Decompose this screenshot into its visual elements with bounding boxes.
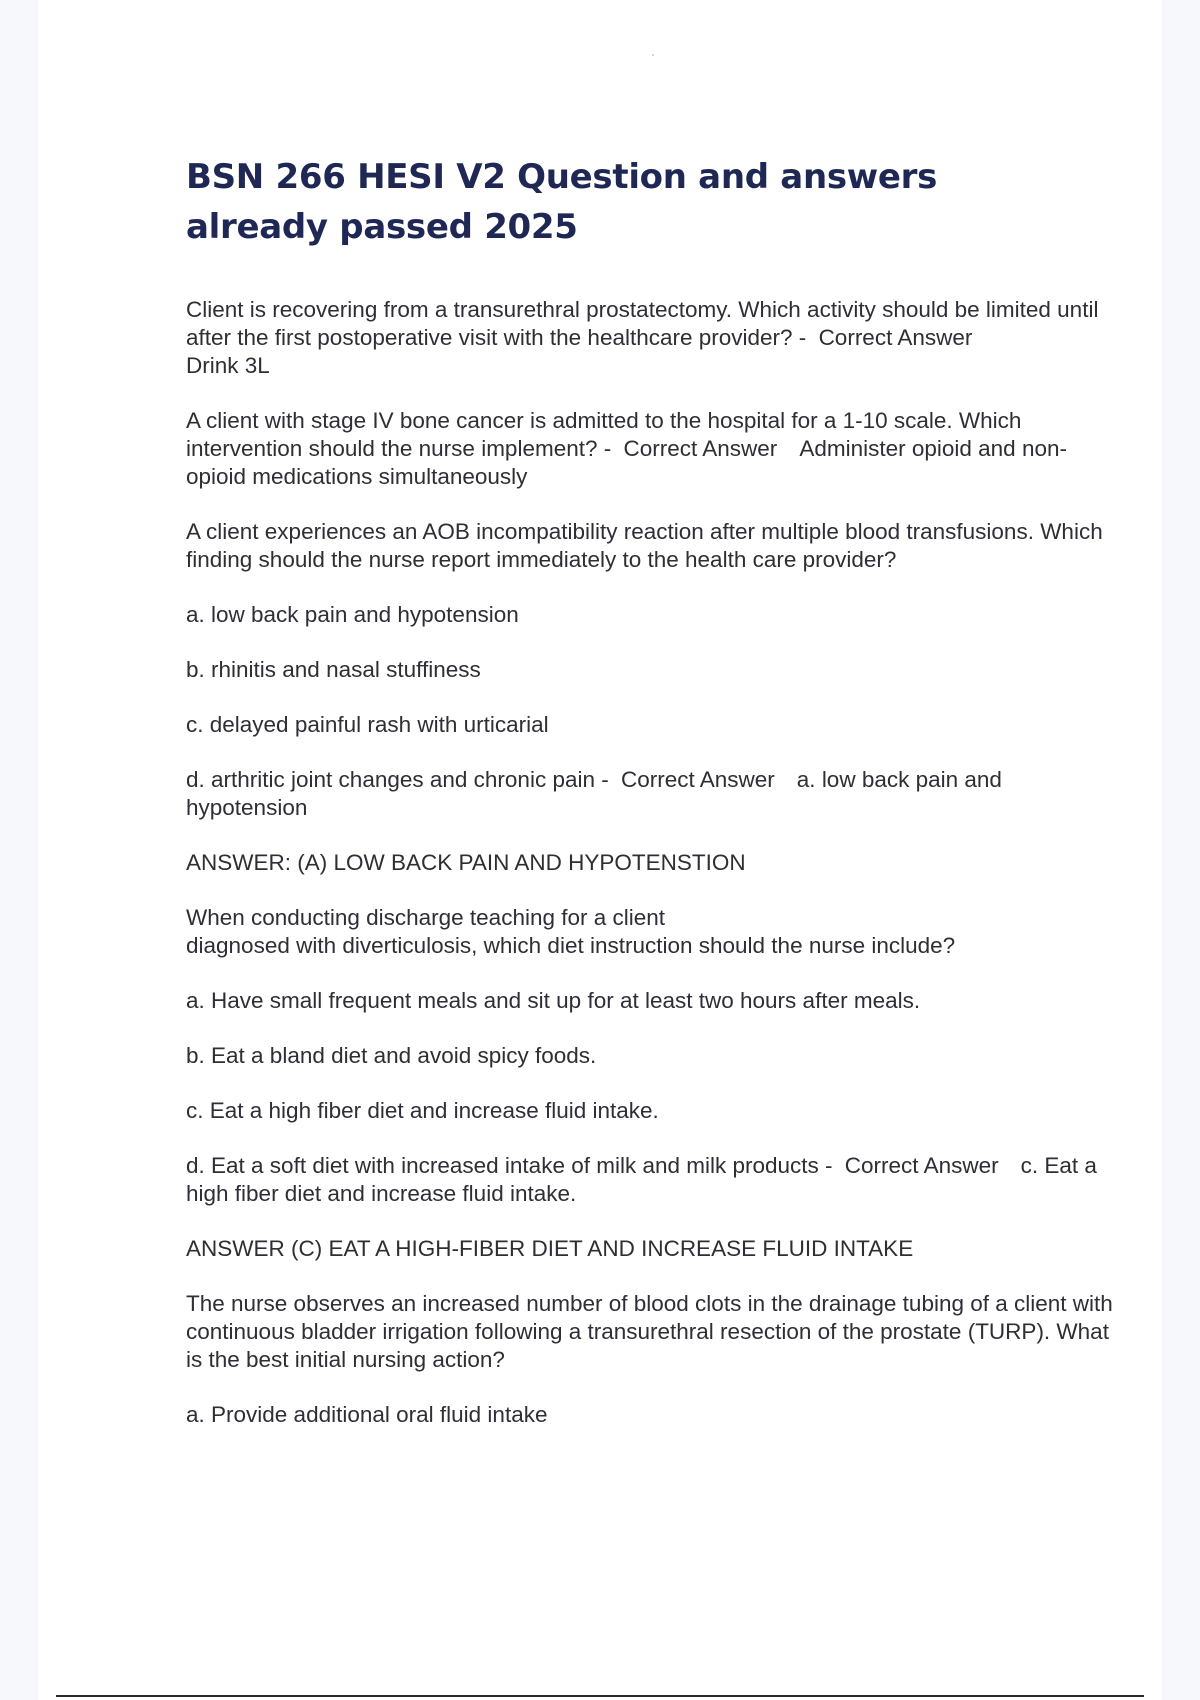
correct-answer-label: Correct Answer xyxy=(818,325,973,350)
answer-text: a. low back pain and hypotension xyxy=(186,767,1002,820)
option-text: d. arthritic joint changes and chronic pain - xyxy=(186,767,615,792)
page-bottom-divider xyxy=(56,1695,1144,1697)
option-d xyxy=(186,1152,1116,1208)
question-text-line-1: When conducting discharge teaching for a client xyxy=(186,905,666,930)
option-a: a. Have small frequent meals and sit up for at least two hours after meals. xyxy=(186,988,921,1013)
option-b: b. Eat a bland diet and avoid spicy foods. xyxy=(186,1043,597,1068)
document-title: BSN 266 HESI V2 Question and answers already passed 2025 xyxy=(186,157,938,247)
option-text: d. Eat a soft diet with increased intake of milk and milk products - xyxy=(186,1153,839,1178)
question-text: A client with stage IV bone cancer is admitted to the hospital for a 1-10 scale. Which intervention should the nurse implement? - xyxy=(186,408,1022,461)
answer-summary: ANSWER: (A) LOW BACK PAIN AND HYPOTENSTION xyxy=(186,850,746,875)
page-mark xyxy=(652,54,654,56)
answer-text: Administer opioid and non-opioid medications simultaneously xyxy=(186,436,1067,489)
question-2 xyxy=(186,407,1116,491)
option-a: a. Provide additional oral fluid intake xyxy=(186,1402,548,1427)
question-4 xyxy=(186,904,1116,960)
question-text: The nurse observes an increased number of blood clots in the drainage tubing of a client with continuous bladder irrigation following a transurethral resection of the prostate (TURP). What is the best initial nursing action? xyxy=(186,1291,1113,1372)
question-1 xyxy=(186,296,1116,380)
answer-text: Drink 3L xyxy=(186,353,270,378)
correct-answer-label: Correct Answer xyxy=(623,436,778,461)
option-d xyxy=(186,766,1116,822)
question-3 xyxy=(186,518,1116,574)
question-text-line-2: diagnosed with diverticulosis, which diet instruction should the nurse include? xyxy=(186,933,956,958)
question-text: Client is recovering from a transurethral prostatectomy. Which activity should be limited until after the first postoperative visit with the healthcare provider? - xyxy=(186,297,1099,350)
document-body xyxy=(186,296,1116,1456)
correct-answer-label: Correct Answer xyxy=(844,1153,999,1178)
option-c: c. delayed painful rash with urticarial xyxy=(186,712,549,737)
option-a: a. low back pain and hypotension xyxy=(186,602,519,627)
question-5 xyxy=(186,1290,1116,1374)
answer-text: c. Eat a high fiber diet and increase fluid intake. xyxy=(186,1153,1097,1206)
correct-answer-label: Correct Answer xyxy=(620,767,775,792)
option-c: c. Eat a high fiber diet and increase fluid intake. xyxy=(186,1098,659,1123)
question-text: A client experiences an AOB incompatibility reaction after multiple blood transfusions. Which finding should the nurse report immediately to the health care provider? xyxy=(186,519,1103,572)
document-page xyxy=(38,0,1162,1700)
answer-summary: ANSWER (C) EAT A HIGH-FIBER DIET AND INCREASE FLUID INTAKE xyxy=(186,1236,914,1261)
option-b: b. rhinitis and nasal stuffiness xyxy=(186,657,481,682)
